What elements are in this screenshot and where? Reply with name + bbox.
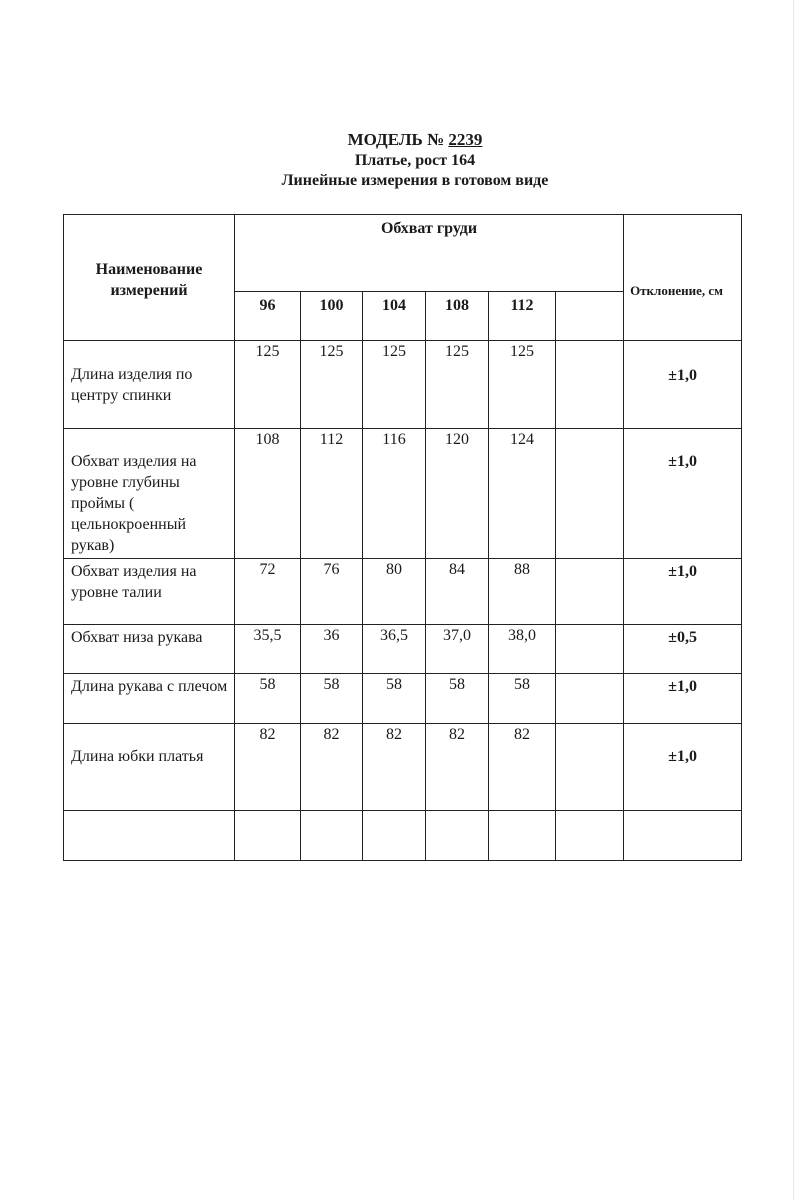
row-name: Длина юбки платья — [64, 724, 235, 811]
table-row — [64, 341, 742, 429]
size-header: 96 — [235, 292, 301, 341]
row-deviation: ±1,0 — [624, 674, 742, 724]
row-value: 116 — [363, 429, 426, 559]
row-value: 112 — [301, 429, 363, 559]
row-value: 80 — [363, 559, 426, 625]
row-value: 120 — [426, 429, 489, 559]
row-empty-cell — [556, 341, 624, 429]
row-deviation: ±1,0 — [624, 341, 742, 429]
row-name: Обхват изделия на уровне талии — [64, 559, 235, 625]
empty-cell — [301, 811, 363, 861]
size-header: 108 — [426, 292, 489, 341]
row-value: 35,5 — [235, 625, 301, 674]
header-deviation: Отклонение, см — [624, 215, 742, 341]
row-empty-cell — [556, 429, 624, 559]
row-value: 37,0 — [426, 625, 489, 674]
header-chest-girth: Обхват груди — [235, 215, 624, 292]
row-value: 82 — [426, 724, 489, 811]
row-empty-cell — [556, 559, 624, 625]
empty-cell — [624, 811, 742, 861]
row-value: 58 — [301, 674, 363, 724]
row-value: 84 — [426, 559, 489, 625]
row-value: 58 — [235, 674, 301, 724]
model-title — [0, 130, 800, 150]
row-value: 76 — [301, 559, 363, 625]
header-measurement-name: Наименование измерений — [64, 215, 235, 341]
size-header-empty — [556, 292, 624, 341]
row-deviation: ±0,5 — [624, 625, 742, 674]
row-deviation: ±1,0 — [624, 724, 742, 811]
row-deviation: ±1,0 — [624, 429, 742, 559]
row-value: 108 — [235, 429, 301, 559]
row-value: 36,5 — [363, 625, 426, 674]
table-row — [64, 724, 742, 811]
row-empty-cell — [556, 674, 624, 724]
empty-cell — [489, 811, 556, 861]
model-subtitle: Платье, рост 164 — [354, 152, 476, 169]
row-value: 82 — [235, 724, 301, 811]
row-value: 36 — [301, 625, 363, 674]
row-value: 125 — [363, 341, 426, 429]
empty-cell — [556, 811, 624, 861]
table-row-empty — [64, 811, 742, 861]
empty-cell — [363, 811, 426, 861]
size-header: 112 — [489, 292, 556, 341]
size-header: 100 — [301, 292, 363, 341]
empty-cell — [235, 811, 301, 861]
table-caption: Линейные измерения в готовом виде — [281, 172, 549, 189]
row-value: 82 — [363, 724, 426, 811]
row-value: 125 — [301, 341, 363, 429]
measurements-table — [63, 214, 742, 861]
table-row — [64, 559, 742, 625]
row-value: 124 — [489, 429, 556, 559]
table-row — [64, 674, 742, 724]
row-value: 125 — [426, 341, 489, 429]
row-value: 125 — [489, 341, 556, 429]
row-value: 88 — [489, 559, 556, 625]
row-empty-cell — [556, 724, 624, 811]
row-value: 38,0 — [489, 625, 556, 674]
row-name: Длина рукава с плечом — [64, 674, 235, 724]
size-header: 104 — [363, 292, 426, 341]
table-row — [64, 429, 742, 559]
empty-cell — [426, 811, 489, 861]
row-value: 58 — [426, 674, 489, 724]
empty-cell — [64, 811, 235, 861]
row-value: 72 — [235, 559, 301, 625]
row-name: Длина изделия по центру спинки — [64, 341, 235, 429]
row-value: 58 — [489, 674, 556, 724]
row-value: 58 — [363, 674, 426, 724]
table-row — [64, 625, 742, 674]
row-value: 125 — [235, 341, 301, 429]
model-number: 2239 — [448, 130, 483, 149]
row-deviation: ±1,0 — [624, 559, 742, 625]
model-prefix: МОДЕЛЬ № — [347, 130, 445, 149]
header-row-1 — [64, 215, 742, 292]
row-name: Обхват изделия на уровне глубины проймы ( цельнокроенный рукав) — [64, 429, 235, 559]
row-empty-cell — [556, 625, 624, 674]
row-value: 82 — [301, 724, 363, 811]
row-name: Обхват низа рукава — [64, 625, 235, 674]
row-value: 82 — [489, 724, 556, 811]
document-header — [0, 130, 800, 191]
